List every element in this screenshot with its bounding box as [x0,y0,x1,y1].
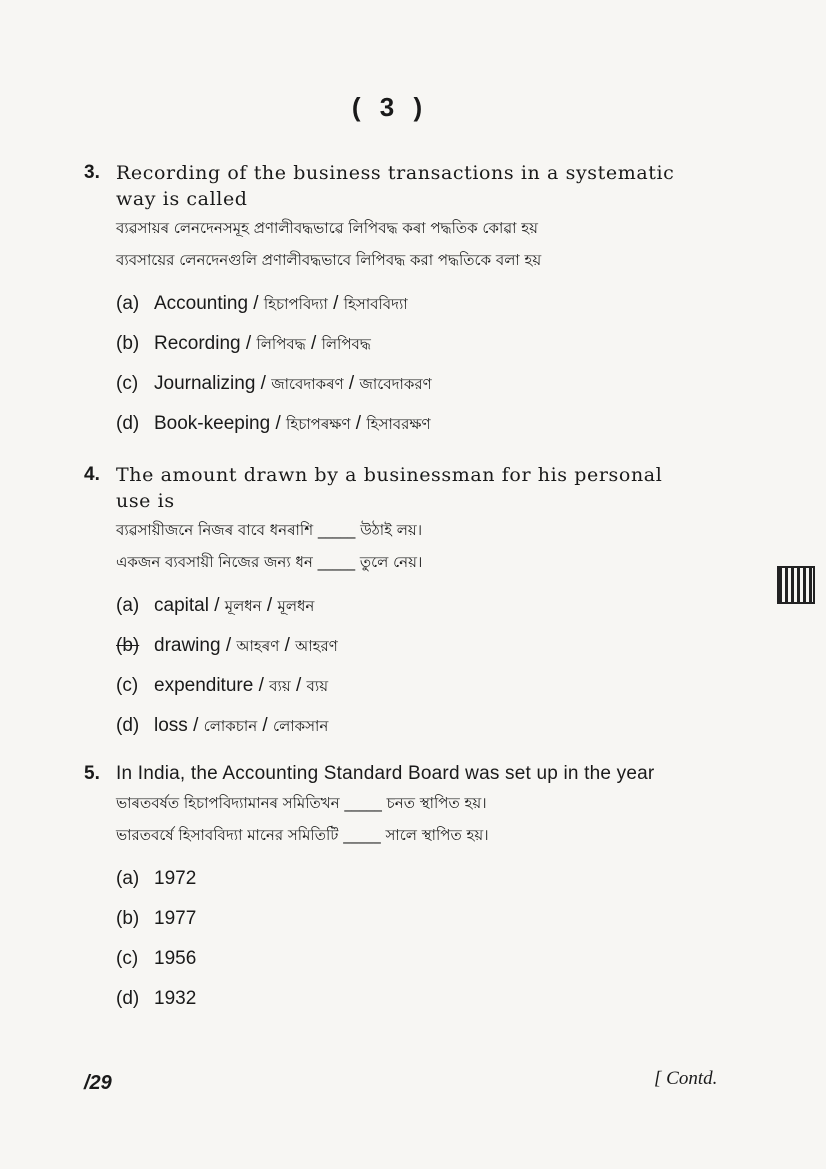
option-c: (c) Journalizing / জাবেদাকৰণ / জাবেদাকরণ [116,373,432,394]
option-a: (a) Accounting / হিচাপবিদ্যা / হিসাববিদ্যা [116,293,408,314]
option-b: (b) 1977 [116,908,197,929]
option-b: (b) drawing / আহৰণ / আহরণ [116,635,338,656]
question-number: 5. [84,763,100,784]
question-bengali: ব্যবসায়ের লেনদেনগুলি প্রণালীবদ্ধভাবে লিপিবদ্ধ করা পদ্ধতিকে বলা হয় [116,251,542,269]
question-text: In India, the Accounting Standard Board was set up in the year [116,763,655,784]
continued-label: [ Contd. [654,1068,718,1089]
question-3 [84,160,704,446]
option-a: (a) capital / মূলধন / মূলধন [116,595,315,616]
qr-code-icon [777,566,815,604]
question-number: 3. [84,162,100,183]
option-d: (d) 1932 [116,988,197,1009]
question-bengali: ভারতবর্ষে হিসাববিদ্যা মানের সমিতিটি _____ সালে স্থাপিত হয়। [116,826,489,844]
question-bengali: একজন ব্যবসায়ী নিজের জন্য ধন _____ তুলে নেয়। [116,553,423,571]
option-c: (c) expenditure / ব্যয় / ব্যয় [116,675,329,696]
option-b: (b) Recording / লিপিবদ্ধ / লিপিবদ্ধ [116,333,371,354]
page-number: ( 3 ) [351,92,429,122]
question-text: Recording of the business transactions in a systematic way is called [116,162,675,210]
option-a: (a) 1972 [116,868,197,889]
question-number: 4. [84,464,100,485]
question-assamese: ব্যৱসায়ৰ লেনদেনসমূহ প্ৰণালীবদ্ধভাৱে লিপিবদ্ধ কৰা পদ্ধতিক কোৱা হয় [116,219,538,237]
question-assamese: ব্যৱসায়ীজনে নিজৰ বাবে ধনৰাশি _____ উঠাই লয়। [116,521,423,539]
option-c: (c) 1956 [116,948,197,969]
question-4 [84,462,704,748]
question-5 [84,761,704,1021]
option-d: (d) loss / লোকচান / লোকসান [116,715,329,736]
paper-code: /29 [84,1072,112,1094]
option-d: (d) Book-keeping / হিচাপৰক্ষণ / হিসাবরক্ষণ [116,413,431,434]
question-text: The amount drawn by a businessman for his personal use is [116,464,663,512]
question-assamese: ভাৰতবৰ্ষত হিচাপবিদ্যামানৰ সমিতিখন _____ চনত স্থাপিত হয়। [116,794,487,812]
